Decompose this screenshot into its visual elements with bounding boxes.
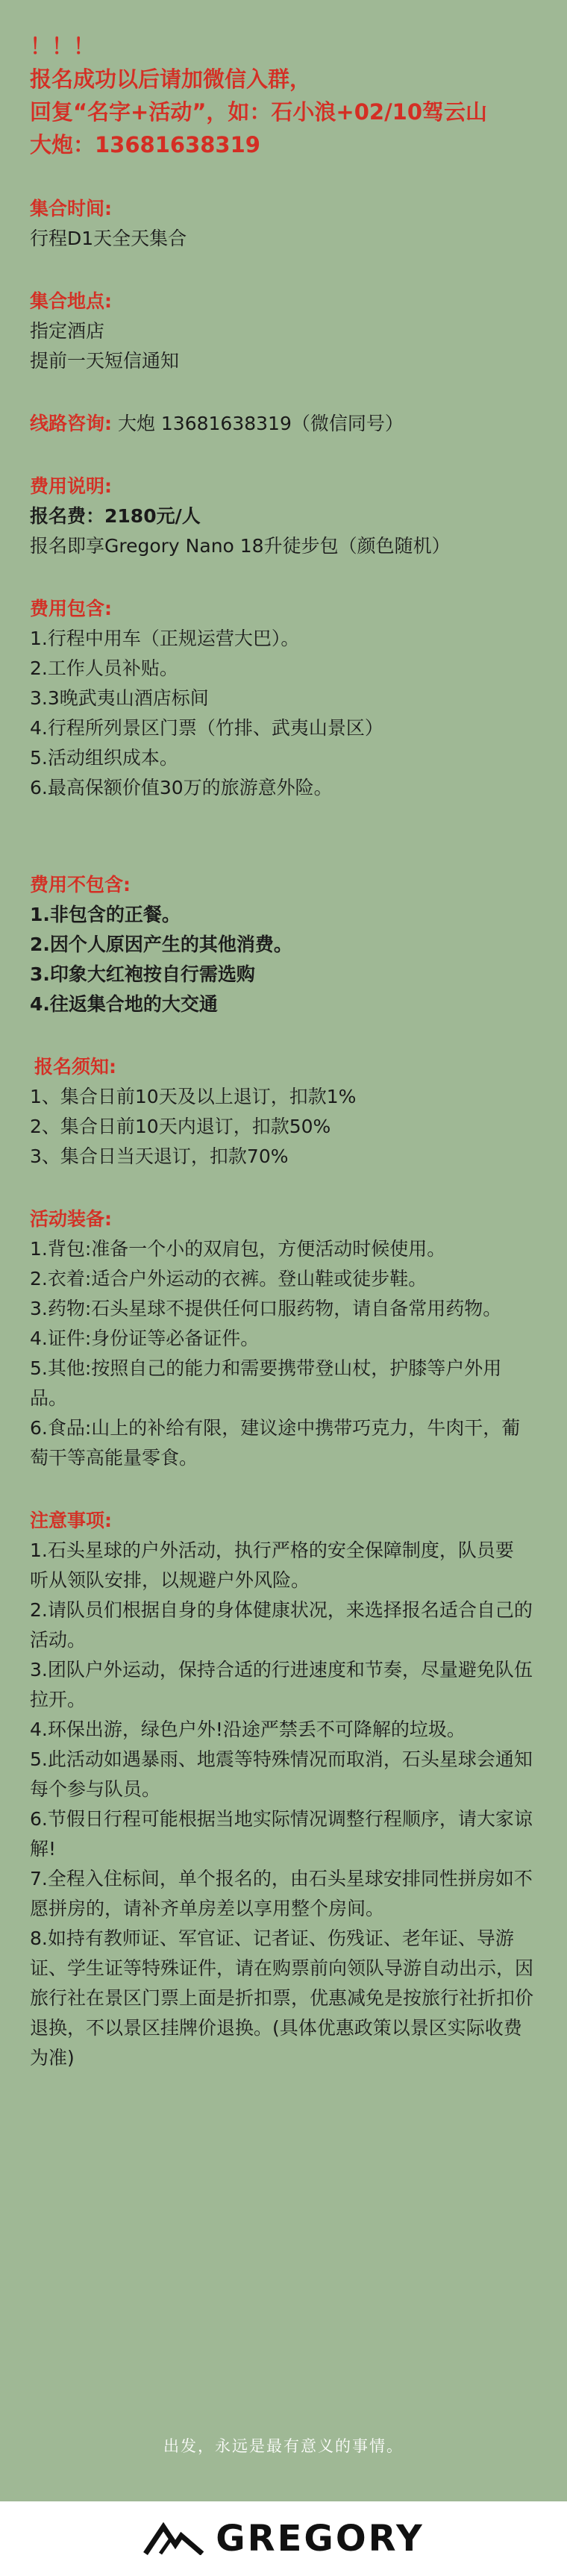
list-item: 6.节假日行程可能根据当地实际情况调整行程顺序，请大家谅解!	[30, 1808, 533, 1860]
gear-title: 活动装备:	[30, 1208, 112, 1230]
price-label: 报名费：	[30, 505, 105, 527]
notice-line-2: 回复“名字+活动”，如：石小浪+02/10驾云山	[30, 99, 488, 125]
consult-text: 大炮 13681638319（微信同号）	[117, 413, 404, 434]
consult-section	[30, 409, 537, 439]
list-item: 3、集合日当天退订，扣款70%	[30, 1145, 289, 1167]
signup-notice	[30, 30, 537, 161]
list-item: 1.行程中用车（正规运营大巴）。	[30, 628, 300, 649]
list-item: 2.因个人原因产生的其他消费。	[30, 934, 292, 955]
excludes-title: 费用不包含:	[30, 874, 131, 895]
brand-footer	[0, 2501, 567, 2576]
notes-section	[30, 1506, 537, 2073]
list-item: 5.其他:按照自己的能力和需要携带登山杖，护膝等户外用品。	[30, 1357, 502, 1409]
list-item: 6.食品:山上的补给有限，建议途中携带巧克力，牛肉干，葡萄干等高能量零食。	[30, 1417, 521, 1469]
list-item: 5.活动组织成本。	[30, 747, 178, 769]
list-item: 3.印象大红袍按自行需选购	[30, 963, 255, 985]
list-item: 6.最高保额价值30万的旅游意外险。	[30, 777, 333, 798]
list-item: 2.衣着:适合户外运动的衣裤。登山鞋或徒步鞋。	[30, 1268, 427, 1289]
list-item: 2、集合日前10天内退订，扣款50%	[30, 1116, 331, 1137]
slogan: 出发，永远是最有意义的事情。	[163, 2437, 404, 2455]
signup-title: 报名须知:	[34, 1056, 116, 1078]
gift-text: 报名即享Gregory Nano 18升徒步包（颜色随机）	[30, 535, 451, 557]
gregory-logo	[142, 2518, 424, 2560]
gather-time-section	[30, 194, 537, 254]
consult-title: 线路咨询:	[30, 413, 112, 434]
gather-place-section	[30, 287, 537, 376]
mountain-logo-icon	[142, 2522, 205, 2555]
price-value: 2180元/人	[104, 505, 201, 527]
notice-exclaim: ！！！	[30, 34, 95, 59]
list-item: 1.背包:准备一个小的双肩包，方便活动时候使用。	[30, 1238, 446, 1260]
gather-time-title: 集合时间:	[30, 198, 112, 219]
includes-section	[30, 594, 537, 803]
list-item: 8.如持有教师证、军官证、记者证、伤残证、老年证、导游证、学生证等特殊证件，请在购票前向领队导游自动出示，因旅行社在景区门票上面是折扣票，优惠减免是按旅行社折扣价退换，不以景区挂牌价退换。(具体优惠政策以景区实际收费为准)	[30, 1928, 534, 2069]
notice-line-3: 大炮：13681638319	[30, 132, 260, 157]
gear-section	[30, 1204, 537, 1473]
excludes-section	[30, 870, 537, 1019]
includes-title: 费用包含:	[30, 598, 112, 619]
gather-place-title: 集合地点:	[30, 290, 112, 312]
list-item: 7.全程入住标间，单个报名的，由石头星球安排同性拼房如不愿拼房的，请补齐单房差以享用整个房间。	[30, 1868, 533, 1919]
list-item: 1.石头星球的户外活动，执行严格的安全保障制度，队员要	[30, 1539, 514, 1561]
fee-section	[30, 472, 537, 561]
fee-title: 费用说明:	[30, 475, 112, 497]
list-item: 5.此活动如遇暴雨、地震等特殊情况而取消，石头星球会通知每个参与队员。	[30, 1748, 533, 1800]
list-item: 2.请队员们根据自身的身体健康状况，来选择报名适合自己的活动。	[30, 1599, 533, 1651]
list-item: 3.药物:石头星球不提供任何口服药物，请自备常用药物。	[30, 1298, 502, 1319]
list-item: 4.证件:身份证等必备证件。	[30, 1328, 260, 1349]
list-item: 听从领队安排，以规避户外风险。	[30, 1569, 310, 1591]
brand-name: GREGORY	[216, 2518, 425, 2560]
list-item: 3.3晚武夷山酒店标间	[30, 687, 209, 709]
gather-place-line-2: 提前一天短信通知	[30, 350, 180, 372]
list-item: 2.工作人员补贴。	[30, 657, 178, 679]
list-item: 3.团队户外运动，保持合适的行进速度和节奏，尽量避免队伍拉开。	[30, 1659, 533, 1710]
gather-place-line-1: 指定酒店	[30, 320, 105, 342]
notes-title: 注意事项:	[30, 1510, 112, 1531]
gather-time-text: 行程D1天全天集合	[30, 228, 187, 249]
list-item: 4.往返集合地的大交通	[30, 993, 218, 1015]
notice-line-1: 报名成功以后请加微信入群，	[30, 66, 312, 92]
list-item: 1、集合日前10天及以上退订，扣款1%	[30, 1086, 357, 1107]
list-item: 4.行程所列景区门票（竹排、武夷山景区）	[30, 717, 383, 739]
signup-section	[30, 1052, 537, 1172]
list-item: 1.非包含的正餐。	[30, 904, 181, 925]
list-item: 4.环保出游，绿色户外!沿途严禁丢不可降解的垃圾。	[30, 1719, 466, 1740]
